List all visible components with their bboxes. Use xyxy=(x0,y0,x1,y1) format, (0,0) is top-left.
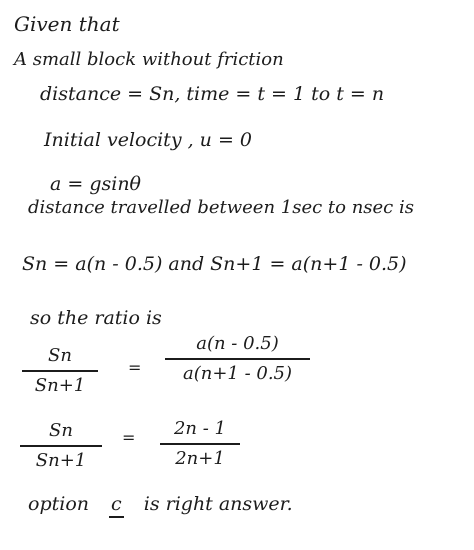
ratio2-equals-sign: = xyxy=(122,428,136,447)
ratio1-right-denominator: a(n+1 - 0.5) xyxy=(182,363,293,384)
given-heading: Given that xyxy=(14,12,120,36)
ratio1-left-numerator: Sn xyxy=(48,345,72,366)
answer-option: c xyxy=(109,492,124,518)
conclusion-prefix: option xyxy=(28,493,89,515)
ratio2-left-numerator: Sn xyxy=(49,420,73,441)
ratio2-right-fraction xyxy=(160,418,240,470)
ratio2-right-numerator: 2n - 1 xyxy=(173,418,227,439)
fraction-bar xyxy=(160,443,240,445)
distance-time-line: distance = Sn, time = t = 1 to t = n xyxy=(40,83,385,105)
acceleration-line: a = gsinθ xyxy=(50,173,141,195)
conclusion-line xyxy=(28,492,293,518)
ratio2-left-fraction xyxy=(20,420,102,472)
ratio2-right-denominator: 2n+1 xyxy=(175,448,225,469)
distance-between-line: distance travelled between 1sec to nsec is xyxy=(28,197,414,218)
ratio1-right-numerator: a(n - 0.5) xyxy=(196,333,279,354)
ratio1-equals-sign: = xyxy=(128,358,142,377)
ratio1-left-denominator: Sn+1 xyxy=(34,375,86,396)
sn-equations-line: Sn = a(n - 0.5) and Sn+1 = a(n+1 - 0.5) xyxy=(22,253,407,275)
ratio-intro-line: so the ratio is xyxy=(30,307,162,329)
conclusion-suffix: is right answer. xyxy=(143,493,293,515)
ratio1-right-fraction xyxy=(165,333,310,385)
fraction-bar xyxy=(165,358,310,360)
initial-velocity-line: Initial velocity , u = 0 xyxy=(44,129,252,151)
problem-statement: A small block without friction xyxy=(14,49,284,70)
ratio2-left-denominator: Sn+1 xyxy=(35,450,87,471)
fraction-bar xyxy=(20,445,102,447)
ratio1-left-fraction xyxy=(22,345,98,397)
fraction-bar xyxy=(22,370,98,372)
